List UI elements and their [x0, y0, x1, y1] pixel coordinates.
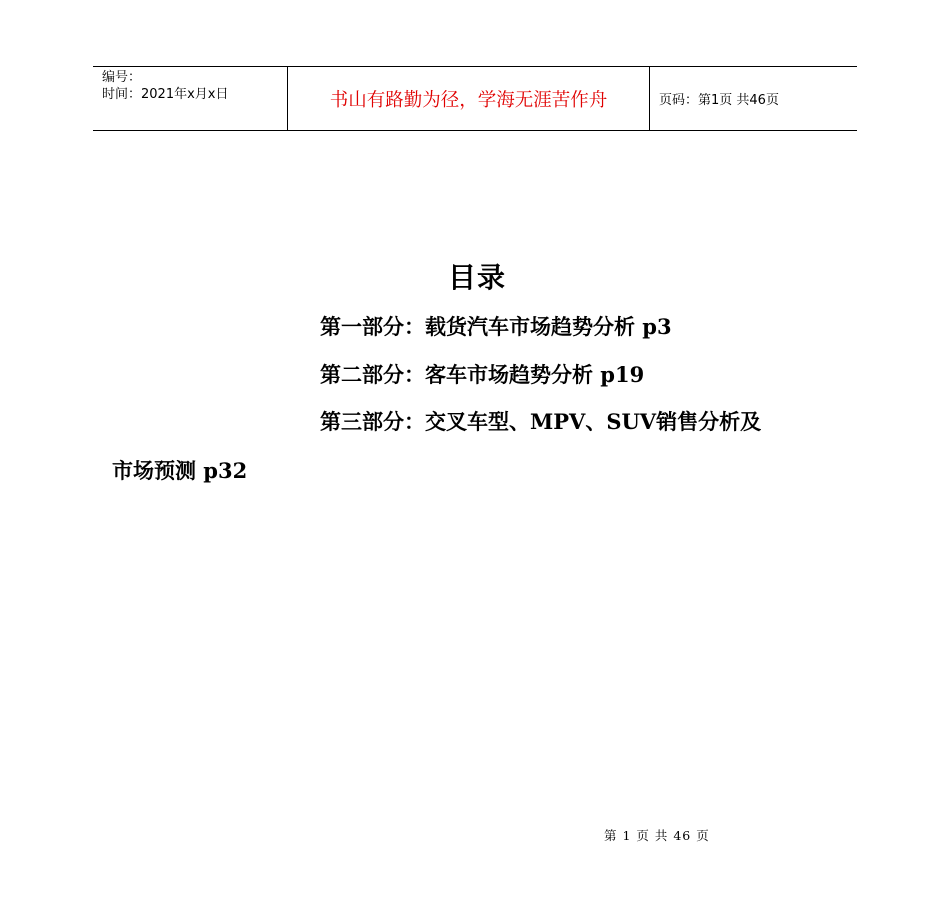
toc-title: 目录: [447, 261, 506, 294]
toc-item-part-1: 第一部分：载货汽车市场趋势分析 p3: [320, 314, 672, 339]
header-page-info: 页码：第1页 共46页: [659, 93, 779, 108]
footer-page-number: 第 1 页 共 46 页: [604, 828, 710, 843]
document-header: [93, 66, 857, 131]
document-time-label: 时间：2021年x月x日: [102, 87, 229, 102]
toc-item-part-2: 第二部分：客车市场趋势分析 p19: [320, 362, 645, 387]
document-number-label: 编号：: [102, 70, 142, 85]
toc-item-part-3-continued: 市场预测 p32: [112, 458, 248, 483]
header-motto: 书山有路勤为径，学海无涯苦作舟: [329, 89, 608, 111]
header-page-cell: [650, 67, 857, 130]
header-motto-cell: [288, 67, 650, 130]
toc-item-part-3: 第三部分：交叉车型、MPV、SUV销售分析及: [320, 409, 762, 434]
header-info-cell: [93, 67, 288, 130]
